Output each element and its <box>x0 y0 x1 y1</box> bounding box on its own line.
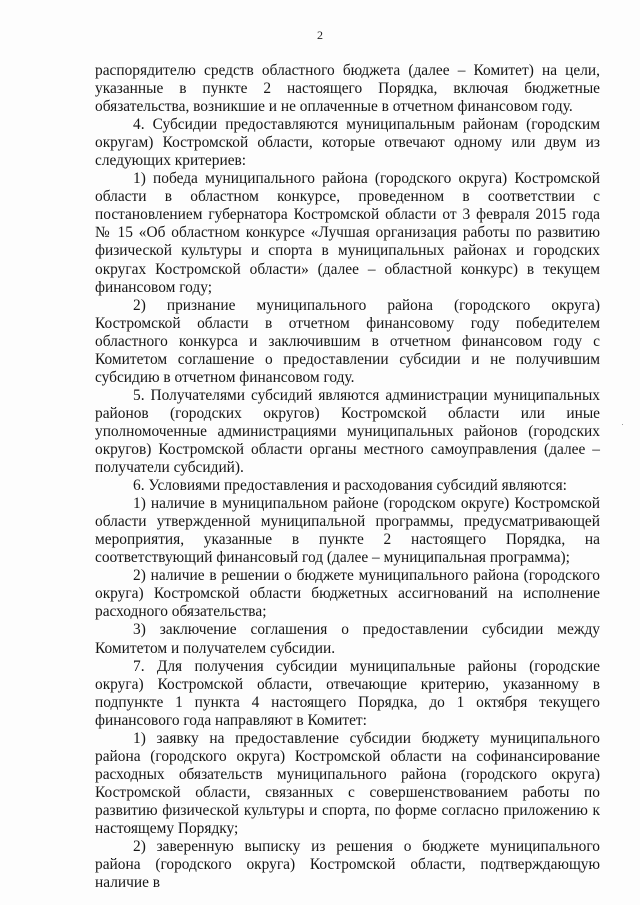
paragraph-item-4-1: 1) победа муниципального района (городского округа) Костромской области в областном конкурсе, проведенном в соответствии с постановлением губернатора Костромской области от 3 февраля 2015 года № 15 «Об областном конкурсе «Лучшая организация работы по развитию физической культуры и спорта в муниципальных районах и городских округах Костромской области» (далее – областной конкурс) в текущем финансовом году; <box>95 170 600 296</box>
paragraph-item-7-1: 1) заявку на предоставление субсидии бюджету муниципального района (городского округа) Костромской области на софинансирование расходных обязательств муниципального района (городского округа) Костромской области, связанных с совершенствованием работы по развитию физической культуры и спорта, по форме согласно приложению к настоящему Порядку; <box>95 729 600 837</box>
document-body <box>95 62 600 892</box>
paragraph-item-4-2: 2) признание муниципального района (городского округа) Костромской области в отчетном финансовому году победителем областного конкурса и заключившим в отчетном финансовом году с Комитетом соглашение о предоставлении субсидии и не получившим субсидию в отчетном финансовом году. <box>95 296 600 386</box>
paragraph-item-4: 4. Субсидии предоставляются муниципальным районам (городским округам) Костромской области, которые отвечают одному или двум из следующих критериев: <box>95 116 600 170</box>
paragraph-item-6-1: 1) наличие в муниципальном районе (городском округе) Костромской области утвержденной муниципальной программы, предусматривающей мероприятия, указанные в пункте 2 настоящего Порядка, на соответствующий финансовый год (далее – муниципальная программа); <box>95 495 600 567</box>
paragraph-item-5: 5. Получателями субсидий являются администрации муниципальных районов (городских округов) Костромской области или иные уполномоченные администрациями муниципальных районов (городских округов) Костромской области органы местного самоуправления (далее – получатели субсидий). <box>95 386 600 477</box>
paragraph-item-6: 6. Условиями предоставления и расходования субсидий являются: <box>133 477 567 495</box>
paragraph-item-6-2: 2) наличие в решении о бюджете муниципального района (городского округа) Костромской области бюджетных ассигнований на исполнение расходного обязательства; <box>95 567 600 621</box>
paragraph-item-7: 7. Для получения субсидии муниципальные районы (городские округа) Костромской области, отвечающие критерию, указанному в подпункте 1 пункта 4 настоящего Порядка, до 1 октября текущего финансового года направляют в Комитет: <box>95 657 600 729</box>
page-number: 2 <box>317 28 323 42</box>
scan-speck <box>622 424 623 425</box>
paragraph-continuation: распорядителю средств областного бюджета (далее – Комитет) на цели, указанные в пункте 2 настоящего Порядка, включая бюджетные обязательства, возникшие и не оплаченные в отчетном финансовом году. <box>95 62 600 116</box>
paragraph-item-6-3: 3) заключение соглашения о предоставлении субсидии между Комитетом и получателем субсидии. <box>95 621 600 657</box>
paragraph-item-7-2: 2) заверенную выписку из решения о бюджете муниципального района (городского округа) Костромской области, подтверждающую наличие в <box>95 838 600 892</box>
